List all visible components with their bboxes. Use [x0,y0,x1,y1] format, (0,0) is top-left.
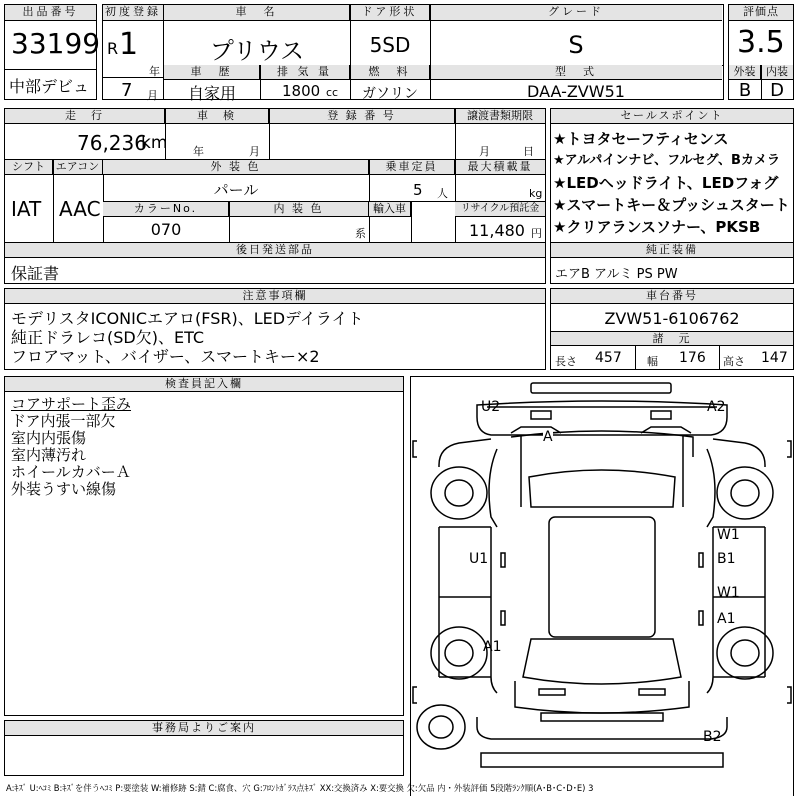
first-reg-label: 初度登録 [103,5,163,21]
vehicle-details-block [4,108,546,284]
list-item: 室内内張傷 [11,429,87,447]
lot-label: 出品番号 [5,5,96,21]
recycle-label: リサイクル預託金 [455,202,545,217]
ext-color-label: 外 装 色 [103,160,369,175]
list-item: ★スマートキー＆プッシュスタート [553,196,790,214]
fuel-value: ガソリン [362,86,418,102]
model-value: DAA-ZVW51 [527,82,625,101]
height-label: 高さ [723,355,745,368]
grade: S [568,31,584,59]
lot-number: 33199 [11,27,101,60]
transfer-label: 譲渡書類期限 [455,109,545,124]
dealer-name: 中部デビュ [9,77,90,96]
recycle-unit: 円 [531,227,542,240]
docs-value: 保証書 [11,264,60,283]
interior-label: 内装 [761,65,793,80]
displacement-label: 排 気 量 [260,65,350,80]
mark-a1-right: A1 [717,611,736,627]
color-no-value: 070 [150,220,182,239]
notes-list [11,309,363,366]
month-unit: 月 [147,89,158,102]
width-label: 幅 [647,355,658,368]
capacity-value: 5 [413,181,423,199]
int-color-label: 内 装 色 [229,202,369,217]
displacement-unit: cc [326,86,339,99]
legend-text: A:ｷｽﾞ U:ﾍｺﾐ B:ｷｽﾞを伴うﾍｺﾐ P:要塗装 W:補修跡 S:錆 C:腐食、穴 G:ﾌﾛﾝﾄｶﾞﾗｽ点ｷｽﾞ XX:交換済み X:要交換 欠:欠品 内・外装評価 5段階ﾗﾝｸ順(A･B･C･D･E) 3 [6,783,594,793]
mileage-unit: km [141,133,168,153]
sales-points-list [553,128,790,238]
list-item: ★アルパインナビ、フルセグ、Bカメラ [553,153,780,168]
history-value: 自家用 [187,84,236,103]
office-label: 事務局よりご案内 [5,721,403,736]
header-block [4,4,101,100]
mileage-value: 76,236 [77,131,147,155]
shift-value: IAT [11,197,42,221]
sales-points-label: セールスポイント [551,109,793,124]
list-item: 純正ドラレコ(SD欠)、ETC [11,328,205,347]
int-color-unit: 系 [355,227,366,240]
list-item: ★LEDヘッドライト、LEDフォグ [553,174,779,192]
capacity-label: 乗車定員 [369,160,455,175]
door-type: 5SD [369,33,411,57]
score-value: 3.5 [737,25,785,60]
car-name-label: 車 名 [164,5,350,21]
car-name: プリウス [209,37,305,65]
capacity-unit: 人 [437,187,448,200]
length-value: 457 [595,350,622,366]
list-item: コアサポート歪み [11,395,132,413]
mark-b1: B1 [717,551,736,567]
transfer-month-unit: 月 [479,145,490,158]
ac-value: AAC [59,197,101,221]
equipment-label: 純正装備 [551,243,793,258]
ext-color-value: パール [213,181,259,199]
list-item: 外装うすい線傷 [11,480,117,498]
load-unit: kg [529,187,543,200]
mark-w1-a: W1 [717,527,740,543]
mark-u2: U2 [481,399,501,415]
inspector-block [4,376,404,716]
mark-a1-left: A1 [483,639,502,655]
era: R [107,39,119,58]
displacement-value: 1800 [282,82,321,100]
equipment-value: エアB アルミ PS PW [555,267,678,282]
sales-points-block [550,108,794,284]
mark-u1: U1 [469,551,489,567]
docs-label: 後日発送部品 [5,243,545,258]
list-item: ドア内張一部欠 [11,412,116,430]
year-unit: 年 [149,65,160,78]
transfer-day-unit: 日 [523,145,534,158]
inspection-month-unit: 月 [249,145,260,158]
grade-label: グレード [430,5,722,21]
notes-block [4,288,546,370]
length-label: 長さ [555,355,577,368]
inspection-year-unit: 年 [193,145,204,158]
mark-b2: B2 [703,729,722,745]
exterior-grade: B [738,80,752,101]
recycle-value: 11,480 [469,221,525,240]
inspector-list [11,396,131,498]
list-item: モデリスタICONICエアロ(FSR)、LEDデイライト [11,309,364,328]
mark-a-top: A [543,429,553,445]
dims-label: 諸 元 [551,332,793,346]
inspection-label: 車 検 [165,109,269,124]
load-label: 最大積載量 [455,160,545,175]
inspector-label: 検査員記入欄 [5,377,403,392]
import-label: 輸入車 [369,202,411,217]
door-label: ドア形状 [350,5,430,21]
fuel-label: 燃 料 [350,65,430,80]
reg-year: 1 [119,27,139,62]
list-item: ホイールカバーＡ [11,463,131,481]
score-label: 評価点 [729,5,793,21]
chassis-block [550,288,794,370]
mileage-label: 走 行 [5,109,165,124]
first-reg-block [102,4,164,100]
ac-label: エアコン [53,160,103,175]
registration-label: 登 録 番 号 [269,109,455,124]
interior-grade: D [770,80,784,101]
shift-label: シフト [5,160,53,175]
history-label: 車 歴 [164,65,260,80]
mark-a2: A2 [707,399,726,415]
office-block [4,720,404,776]
notes-label: 注意事項欄 [5,289,545,304]
list-item: フロアマット、バイザー、スマートキー×2 [11,347,320,366]
list-item: 室内薄汚れ [11,446,87,464]
exterior-label: 外装 [729,65,761,80]
list-item: ★トヨタセーフティセンス [553,130,729,148]
score-block [728,4,794,100]
model-label: 型 式 [430,65,722,80]
height-value: 147 [761,350,788,366]
damage-diagram [410,376,794,796]
color-no-label: カラーNo. [103,202,229,217]
chassis-number: ZVW51-6106762 [604,309,740,328]
car-info-block [164,4,724,103]
list-item: ★クリアランスソナー、PKSB [553,218,761,236]
chassis-label: 車台番号 [551,289,793,304]
reg-month: 7 [121,80,133,101]
mark-w1-b: W1 [717,585,740,601]
width-value: 176 [679,350,706,366]
